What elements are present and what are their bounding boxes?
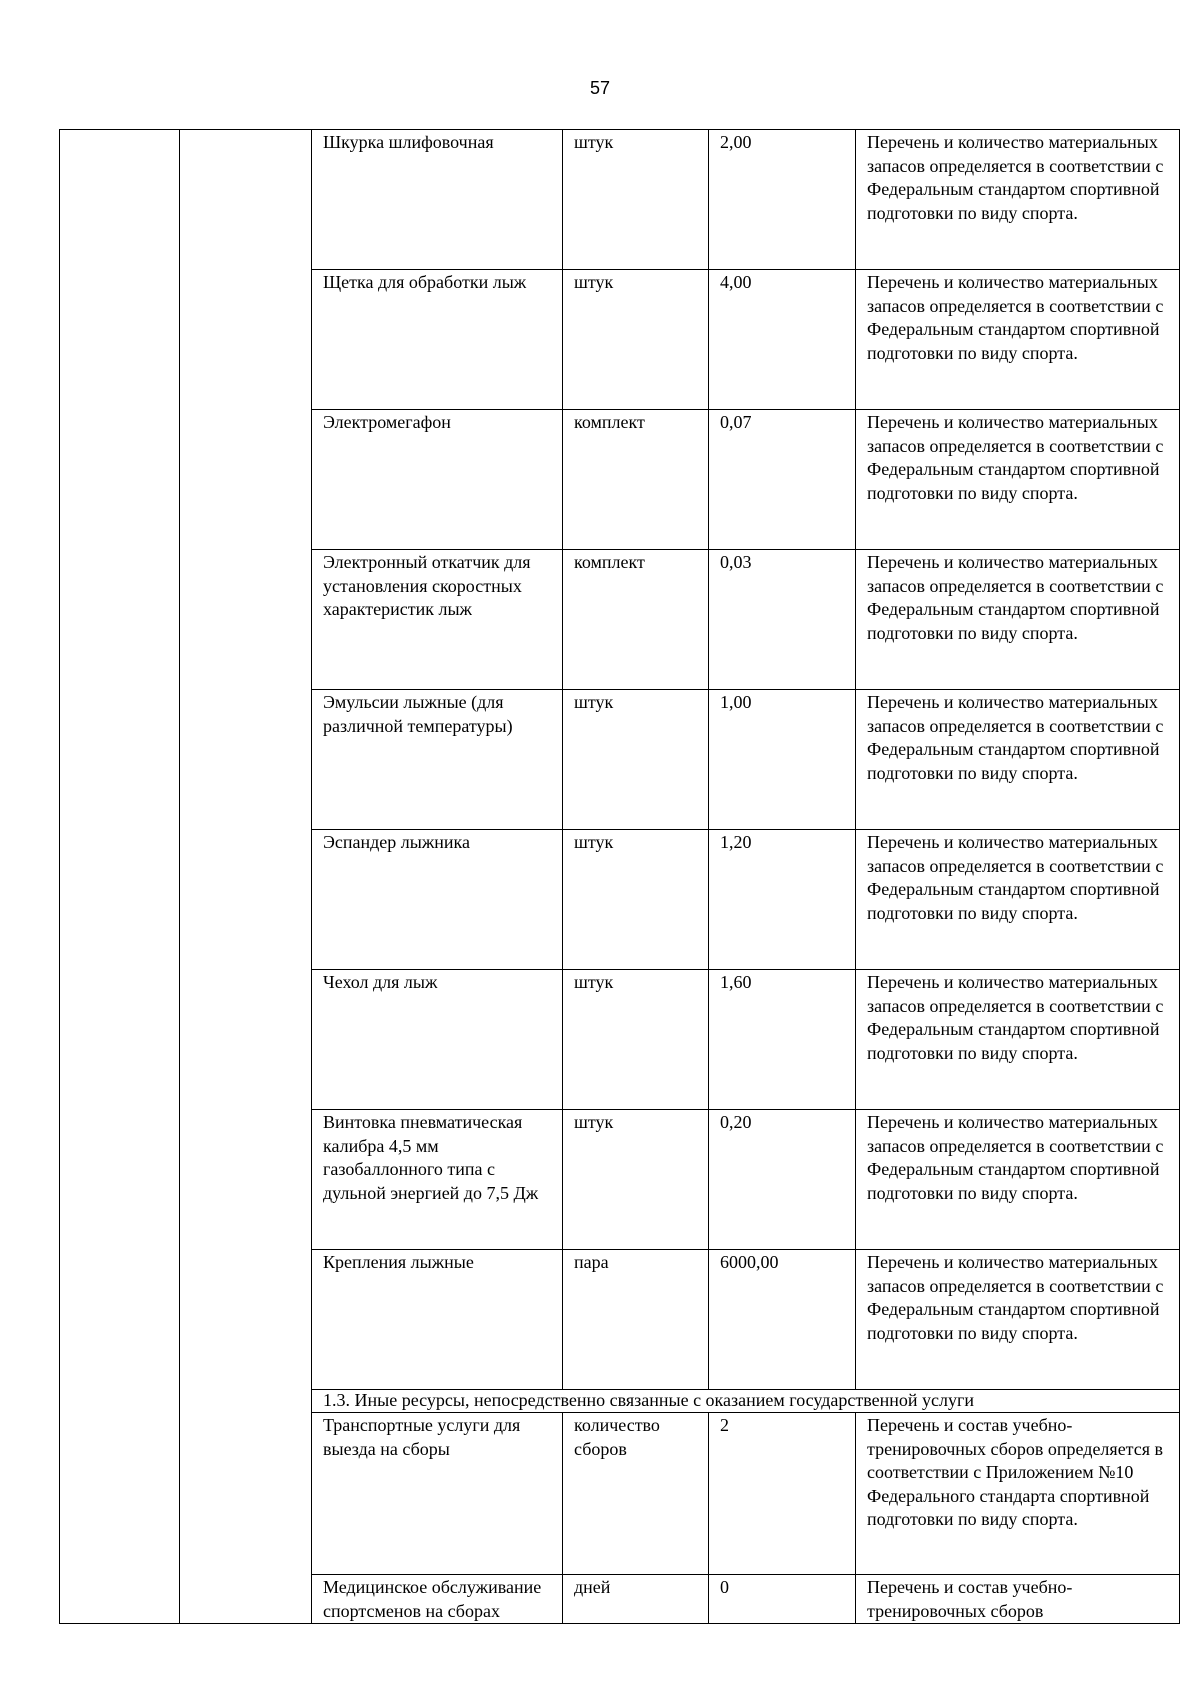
resource-name: Электромегафон [312,410,563,550]
left-empty-column-1 [60,130,180,1624]
note: Перечень и количество материальных запасов определяется в соответствии с Федеральным стандартом спортивной подготовки по виду спорта. [856,130,1180,270]
resource-name: Чехол для лыж [312,970,563,1110]
note: Перечень и состав учебно-тренировочных сборов определяется в соответствии с Приложением №10 Федерального стандарта спортивной подготовки по виду спорта. [856,1413,1180,1575]
quantity: 2 [709,1413,856,1575]
quantity: 2,00 [709,130,856,270]
note: Перечень и состав учебно-тренировочных сборов [856,1575,1180,1624]
resource-name: Эспандер лыжника [312,830,563,970]
quantity: 6000,00 [709,1250,856,1390]
quantity: 0,20 [709,1110,856,1250]
note: Перечень и количество материальных запасов определяется в соответствии с Федеральным стандартом спортивной подготовки по виду спорта. [856,410,1180,550]
unit: штук [563,1110,709,1250]
quantity: 1,00 [709,690,856,830]
unit: штук [563,690,709,830]
note: Перечень и количество материальных запасов определяется в соответствии с Федеральным стандартом спортивной подготовки по виду спорта. [856,690,1180,830]
resources-table [59,129,1180,1624]
table-row [60,130,1180,270]
note: Перечень и количество материальных запасов определяется в соответствии с Федеральным стандартом спортивной подготовки по виду спорта. [856,550,1180,690]
unit: дней [563,1575,709,1624]
resource-name: Шкурка шлифовочная [312,130,563,270]
quantity: 0 [709,1575,856,1624]
quantity: 1,20 [709,830,856,970]
note: Перечень и количество материальных запасов определяется в соответствии с Федеральным стандартом спортивной подготовки по виду спорта. [856,970,1180,1110]
note: Перечень и количество материальных запасов определяется в соответствии с Федеральным стандартом спортивной подготовки по виду спорта. [856,830,1180,970]
quantity: 0,03 [709,550,856,690]
resource-name: Эмульсии лыжные (для различной температуры) [312,690,563,830]
unit: штук [563,130,709,270]
quantity: 1,60 [709,970,856,1110]
quantity: 4,00 [709,270,856,410]
note: Перечень и количество материальных запасов определяется в соответствии с Федеральным стандартом спортивной подготовки по виду спорта. [856,270,1180,410]
left-empty-column-2 [180,130,312,1624]
resource-name: Транспортные услуги для выезда на сборы [312,1413,563,1575]
note: Перечень и количество материальных запасов определяется в соответствии с Федеральным стандартом спортивной подготовки по виду спорта. [856,1250,1180,1390]
resource-name: Винтовка пневматическая калибра 4,5 мм газобаллонного типа с дульной энергией до 7,5 Дж [312,1110,563,1250]
resource-name: Крепления лыжные [312,1250,563,1390]
quantity: 0,07 [709,410,856,550]
resource-name: Щетка для обработки лыж [312,270,563,410]
resource-name: Электронный откатчик для установления скоростных характеристик лыж [312,550,563,690]
unit: комплект [563,550,709,690]
unit: штук [563,270,709,410]
unit: пара [563,1250,709,1390]
unit: штук [563,970,709,1110]
section-heading: 1.3. Иные ресурсы, непосредственно связанные с оказанием государственной услуги [312,1390,1180,1413]
unit: комплект [563,410,709,550]
resource-name: Медицинское обслуживание спортсменов на сборах [312,1575,563,1624]
unit: штук [563,830,709,970]
unit: количество сборов [563,1413,709,1575]
note: Перечень и количество материальных запасов определяется в соответствии с Федеральным стандартом спортивной подготовки по виду спорта. [856,1110,1180,1250]
page-number: 57 [589,78,611,98]
